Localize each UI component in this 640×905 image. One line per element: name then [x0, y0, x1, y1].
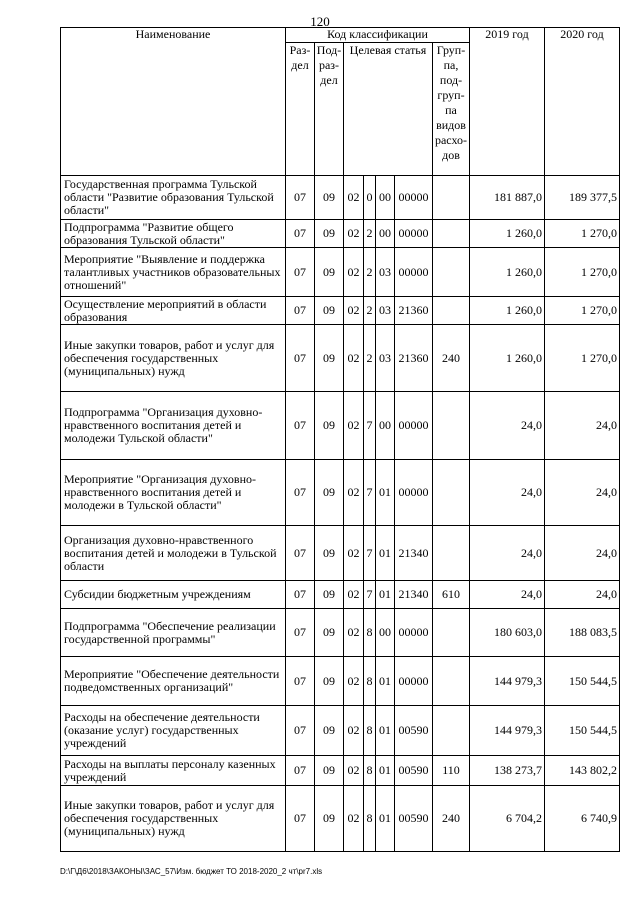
row-target-subprogram: 0 [364, 176, 376, 220]
row-subsection: 09 [315, 460, 344, 526]
row-subsection: 09 [315, 176, 344, 220]
table-row [61, 609, 620, 657]
row-amount-2020: 24,0 [545, 392, 620, 460]
row-target-measure: 01 [376, 581, 395, 609]
header-expense-group: Груп-па, под-груп-па видов расхо-дов [433, 43, 470, 176]
row-amount-2019: 24,0 [470, 581, 545, 609]
row-target-measure: 00 [376, 392, 395, 460]
row-expense-group: 610 [433, 581, 470, 609]
row-target-measure: 03 [376, 297, 395, 325]
row-target-subprogram: 2 [364, 297, 376, 325]
row-target-program: 02 [344, 297, 364, 325]
row-amount-2020: 24,0 [545, 460, 620, 526]
row-expense-group [433, 220, 470, 248]
row-target-measure: 01 [376, 526, 395, 581]
row-section: 07 [286, 786, 315, 852]
row-target-direction: 00000 [395, 392, 433, 460]
row-section: 07 [286, 609, 315, 657]
row-target-program: 02 [344, 325, 364, 392]
row-name: Подпрограмма "Обеспечение реализации государственной программы" [61, 609, 286, 657]
row-name: Мероприятие "Организация духовно-нравственного воспитания детей и молодежи в Тульской области" [61, 460, 286, 526]
table-row [61, 581, 620, 609]
row-target-program: 02 [344, 657, 364, 706]
row-amount-2019: 1 260,0 [470, 325, 545, 392]
row-target-direction: 00000 [395, 176, 433, 220]
row-name: Осуществление мероприятий в области образования [61, 297, 286, 325]
row-section: 07 [286, 756, 315, 786]
row-name: Иные закупки товаров, работ и услуг для обеспечения государственных (муниципальных) нужд [61, 325, 286, 392]
row-expense-group [433, 392, 470, 460]
row-amount-2020: 143 802,2 [545, 756, 620, 786]
row-amount-2020: 1 270,0 [545, 297, 620, 325]
row-target-program: 02 [344, 581, 364, 609]
row-target-direction: 00000 [395, 609, 433, 657]
row-target-subprogram: 8 [364, 609, 376, 657]
row-amount-2019: 144 979,3 [470, 706, 545, 756]
row-amount-2020: 150 544,5 [545, 657, 620, 706]
row-amount-2020: 1 270,0 [545, 325, 620, 392]
row-target-measure: 00 [376, 176, 395, 220]
row-section: 07 [286, 392, 315, 460]
row-expense-group: 110 [433, 756, 470, 786]
row-target-subprogram: 8 [364, 657, 376, 706]
row-amount-2020: 188 083,5 [545, 609, 620, 657]
row-target-direction: 00000 [395, 657, 433, 706]
row-section: 07 [286, 526, 315, 581]
header-section: Раз-дел [286, 43, 315, 176]
row-subsection: 09 [315, 526, 344, 581]
row-amount-2019: 24,0 [470, 460, 545, 526]
row-subsection: 09 [315, 706, 344, 756]
row-target-direction: 00590 [395, 786, 433, 852]
row-subsection: 09 [315, 220, 344, 248]
row-target-subprogram: 8 [364, 706, 376, 756]
row-section: 07 [286, 706, 315, 756]
row-expense-group [433, 609, 470, 657]
table-row [61, 756, 620, 786]
row-section: 07 [286, 297, 315, 325]
row-amount-2020: 24,0 [545, 581, 620, 609]
row-target-program: 02 [344, 248, 364, 297]
row-section: 07 [286, 248, 315, 297]
row-target-measure: 01 [376, 786, 395, 852]
row-target-measure: 01 [376, 460, 395, 526]
header-classification-code: Код классификации [286, 28, 470, 43]
row-subsection: 09 [315, 609, 344, 657]
row-section: 07 [286, 220, 315, 248]
row-subsection: 09 [315, 786, 344, 852]
row-target-direction: 00590 [395, 756, 433, 786]
row-target-program: 02 [344, 392, 364, 460]
row-expense-group [433, 657, 470, 706]
row-name: Субсидии бюджетным учреждениям [61, 581, 286, 609]
row-amount-2019: 1 260,0 [470, 297, 545, 325]
row-target-subprogram: 2 [364, 220, 376, 248]
file-path-footer: D:\Г\Д6\2018\ЗАКОНЫ\ЗАС_57\Изм. бюджет ТО 2018-2020_2 чт\pr7.xls [60, 867, 323, 876]
row-target-direction: 21340 [395, 581, 433, 609]
table-row [61, 392, 620, 460]
row-subsection: 09 [315, 581, 344, 609]
row-target-subprogram: 7 [364, 392, 376, 460]
table-row [61, 526, 620, 581]
row-expense-group: 240 [433, 786, 470, 852]
header-year-2019: 2019 год [470, 28, 545, 176]
row-target-direction: 21360 [395, 325, 433, 392]
row-amount-2019: 144 979,3 [470, 657, 545, 706]
header-subsection: Под-раз-дел [315, 43, 344, 176]
row-target-measure: 03 [376, 325, 395, 392]
row-target-direction: 00000 [395, 220, 433, 248]
row-subsection: 09 [315, 756, 344, 786]
row-name: Расходы на выплаты персоналу казенных учреждений [61, 756, 286, 786]
row-subsection: 09 [315, 392, 344, 460]
row-expense-group: 240 [433, 325, 470, 392]
row-section: 07 [286, 657, 315, 706]
row-target-subprogram: 2 [364, 248, 376, 297]
row-target-measure: 01 [376, 756, 395, 786]
row-subsection: 09 [315, 325, 344, 392]
row-amount-2019: 24,0 [470, 392, 545, 460]
row-target-direction: 21340 [395, 526, 433, 581]
row-expense-group [433, 248, 470, 297]
row-target-subprogram: 7 [364, 460, 376, 526]
header-year-2020: 2020 год [545, 28, 620, 176]
budget-table [60, 27, 620, 852]
row-name: Подпрограмма "Развитие общего образования Тульской области" [61, 220, 286, 248]
row-target-program: 02 [344, 220, 364, 248]
row-amount-2020: 1 270,0 [545, 248, 620, 297]
row-target-measure: 01 [376, 706, 395, 756]
row-section: 07 [286, 176, 315, 220]
row-target-measure: 03 [376, 248, 395, 297]
row-target-program: 02 [344, 706, 364, 756]
row-target-program: 02 [344, 756, 364, 786]
row-target-subprogram: 7 [364, 526, 376, 581]
header-name: Наименование [61, 28, 286, 176]
row-amount-2019: 1 260,0 [470, 220, 545, 248]
row-amount-2019: 138 273,7 [470, 756, 545, 786]
row-name: Расходы на обеспечение деятельности (оказание услуг) государственных учреждений [61, 706, 286, 756]
row-amount-2020: 24,0 [545, 526, 620, 581]
table-row [61, 297, 620, 325]
page-number: 120 [310, 14, 330, 29]
header-target-article: Целевая статья [344, 43, 433, 176]
row-expense-group [433, 176, 470, 220]
row-target-subprogram: 8 [364, 786, 376, 852]
table-row [61, 176, 620, 220]
table-row [61, 248, 620, 297]
table-row [61, 325, 620, 392]
row-target-subprogram: 7 [364, 581, 376, 609]
row-target-subprogram: 8 [364, 756, 376, 786]
row-target-measure: 00 [376, 609, 395, 657]
row-name: Подпрограмма "Организация духовно-нравственного воспитания детей и молодежи Тульской области" [61, 392, 286, 460]
row-target-program: 02 [344, 786, 364, 852]
table-row [61, 706, 620, 756]
row-section: 07 [286, 581, 315, 609]
row-expense-group [433, 460, 470, 526]
row-amount-2020: 6 740,9 [545, 786, 620, 852]
table-row [61, 220, 620, 248]
row-target-program: 02 [344, 176, 364, 220]
row-target-measure: 01 [376, 657, 395, 706]
row-subsection: 09 [315, 248, 344, 297]
row-target-program: 02 [344, 460, 364, 526]
row-target-direction: 00590 [395, 706, 433, 756]
row-name: Государственная программа Тульской области "Развитие образования Тульской области" [61, 176, 286, 220]
row-amount-2019: 24,0 [470, 526, 545, 581]
row-expense-group [433, 706, 470, 756]
row-amount-2019: 180 603,0 [470, 609, 545, 657]
row-name: Иные закупки товаров, работ и услуг для обеспечения государственных (муниципальных) нужд [61, 786, 286, 852]
row-name: Мероприятие "Выявление и поддержка талантливых участников образовательных отношений" [61, 248, 286, 297]
row-section: 07 [286, 325, 315, 392]
row-name: Мероприятие "Обеспечение деятельности подведомственных организаций" [61, 657, 286, 706]
row-amount-2019: 6 704,2 [470, 786, 545, 852]
row-target-direction: 21360 [395, 297, 433, 325]
row-amount-2020: 1 270,0 [545, 220, 620, 248]
row-target-subprogram: 2 [364, 325, 376, 392]
row-target-measure: 00 [376, 220, 395, 248]
row-target-direction: 00000 [395, 248, 433, 297]
row-amount-2019: 181 887,0 [470, 176, 545, 220]
row-expense-group [433, 526, 470, 581]
table-row [61, 460, 620, 526]
table-row [61, 657, 620, 706]
row-expense-group [433, 297, 470, 325]
row-name: Организация духовно-нравственного воспитания детей и молодежи в Тульской области [61, 526, 286, 581]
row-amount-2019: 1 260,0 [470, 248, 545, 297]
row-amount-2020: 150 544,5 [545, 706, 620, 756]
row-target-direction: 00000 [395, 460, 433, 526]
row-section: 07 [286, 460, 315, 526]
row-subsection: 09 [315, 657, 344, 706]
table-row [61, 786, 620, 852]
row-subsection: 09 [315, 297, 344, 325]
row-target-program: 02 [344, 609, 364, 657]
row-target-program: 02 [344, 526, 364, 581]
row-amount-2020: 189 377,5 [545, 176, 620, 220]
